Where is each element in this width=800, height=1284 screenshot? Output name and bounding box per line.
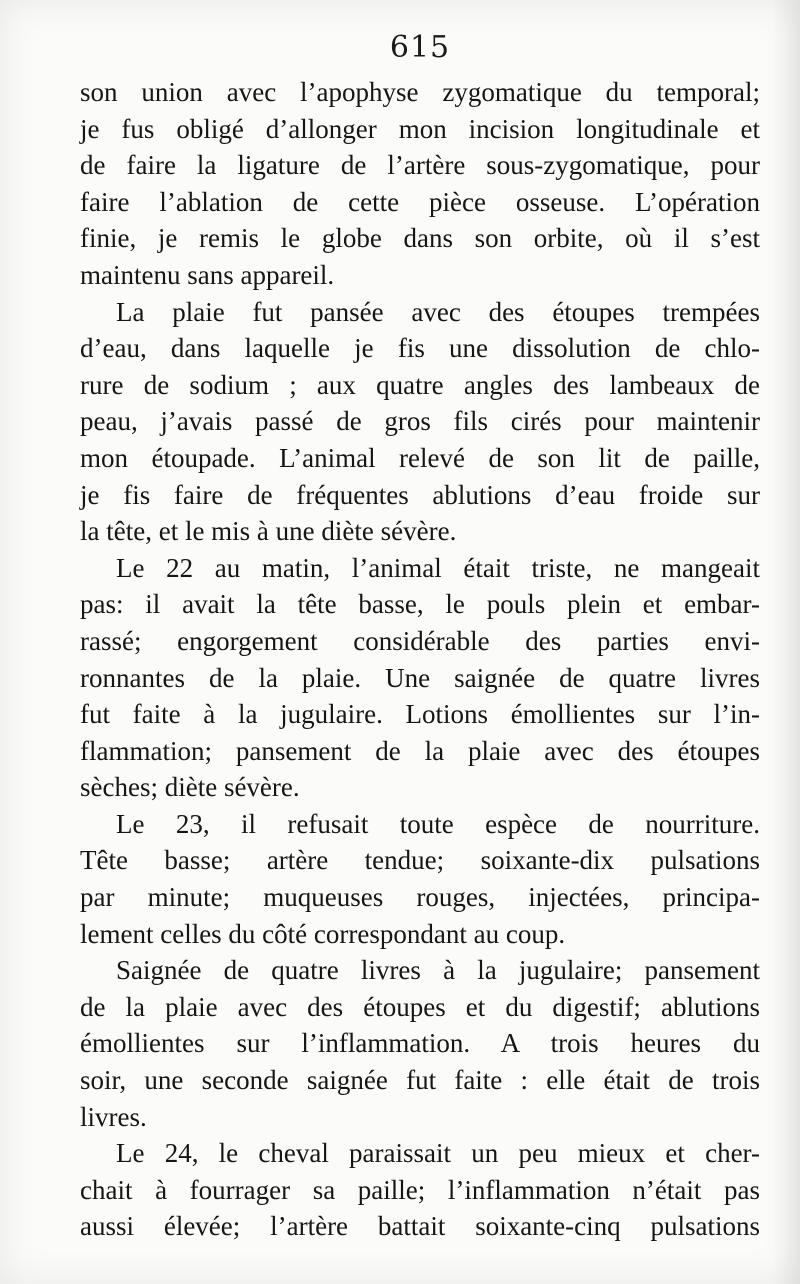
text-line: lement celles du côté correspondant au coup.	[80, 918, 566, 949]
text-line: la tête, et le mis à une diète sévère.	[80, 516, 457, 547]
text-line: maintenu sans appareil.	[80, 259, 335, 290]
page-number: 615	[389, 30, 451, 65]
text-line: livres.	[80, 1101, 147, 1132]
text-line: peau, j’avais passé de gros fils cirés pour maintenir	[80, 406, 760, 437]
text-line: finie, je remis le globe dans son orbite, où il s’est	[80, 223, 760, 254]
text-line: Le 23, il refusait toute espèce de nourriture.	[116, 808, 760, 839]
text-line: de la plaie avec des étoupes et du digestif; ablutions	[80, 991, 760, 1022]
text-line: d’eau, dans laquelle je fis une dissolution de chlo-	[80, 333, 760, 364]
text-line: émollientes sur l’inflammation. A trois heures du	[80, 1028, 760, 1059]
text-line: rure de sodium ; aux quatre angles des lambeaux de	[80, 369, 760, 400]
text-line: son union avec l’apophyse zygomatique du temporal;	[80, 77, 760, 107]
text-line: je fis faire de fréquentes ablutions d’eau froide sur	[80, 479, 760, 510]
text-line: de faire la ligature de l’artère sous-zygomatique, pour	[80, 150, 760, 181]
text-line: rassé; engorgement considérable des parties envi-	[80, 625, 760, 656]
text-line: Saignée de quatre livres à la jugulaire; pansement	[116, 955, 760, 986]
text-line: aussi élevée; l’artère battait soixante-cinq pulsations	[80, 1211, 760, 1242]
text-line: La plaie fut pansée avec des étoupes trempées	[116, 296, 760, 327]
text-line: soir, une seconde saignée fut faite : elle était de trois	[80, 1065, 760, 1096]
text-line: Le 24, le cheval paraissait un peu mieux et cher-	[116, 1138, 760, 1169]
text-line: faire l’ablation de cette pièce osseuse. L’opération	[80, 186, 760, 217]
text-line: pas: il avait la tête basse, le pouls plein et embar-	[80, 589, 760, 620]
text-line: mon étoupade. L’animal relevé de son lit de paille,	[80, 442, 760, 473]
text-line: ronnantes de la plaie. Une saignée de quatre livres	[80, 662, 760, 693]
body-text	[80, 74, 760, 1245]
text-line: fut faite à la jugulaire. Lotions émollientes sur l’in-	[80, 699, 760, 730]
text-line: sèches; diète sévère.	[80, 772, 300, 803]
text-line: par minute; muqueuses rouges, injectées, principa-	[80, 882, 760, 913]
text-line: je fus obligé d’allonger mon incision longitudinale et	[80, 113, 760, 144]
page-edge-shadow	[772, 0, 800, 1284]
text-line: chait à fourrager sa paille; l’inflammation n’était pas	[80, 1174, 760, 1205]
text-line: Le 22 au matin, l’animal était triste, ne mangeait	[116, 552, 760, 583]
text-line: Tête basse; artère tendue; soixante-dix pulsations	[80, 845, 760, 876]
text-line: flammation; pansement de la plaie avec des étoupes	[80, 735, 760, 766]
